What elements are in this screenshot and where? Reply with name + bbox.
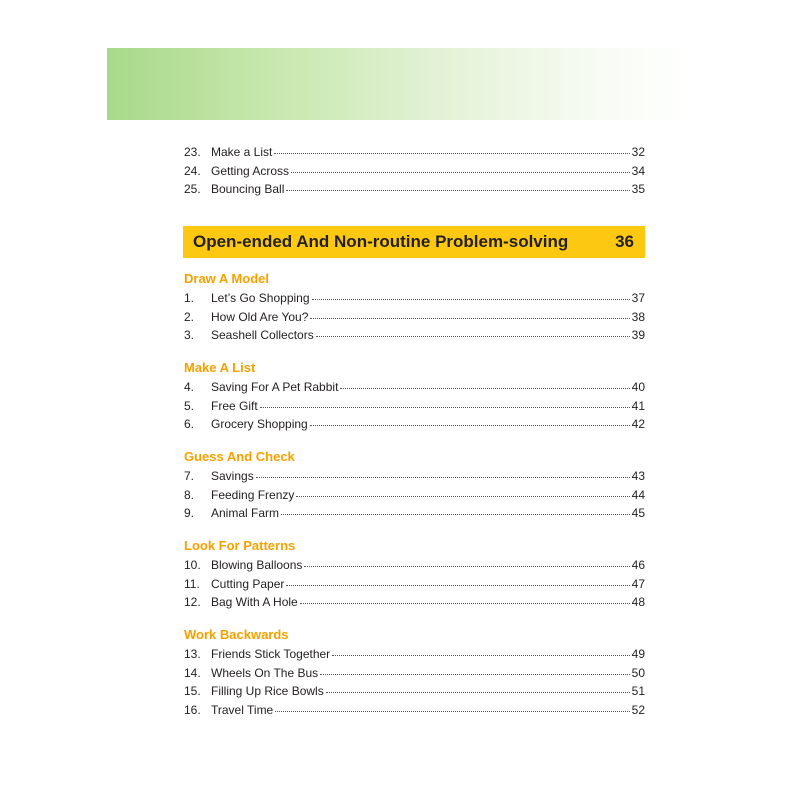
dot-leader: [286, 179, 629, 191]
toc-entry-number: 12.: [184, 595, 201, 610]
dot-leader: [312, 288, 630, 300]
toc-entry[interactable]: [184, 702, 645, 718]
toc-entry-number: 6.: [184, 417, 195, 432]
toc-entry-page: 42: [631, 417, 645, 432]
toc-entry-title: Let’s Go Shopping: [211, 291, 310, 305]
toc-entry-title: Bag With A Hole: [211, 595, 298, 610]
toc-entry-page: 44: [631, 487, 645, 502]
toc-entry-number: 13.: [184, 647, 201, 661]
toc-entry[interactable]: [184, 144, 645, 160]
toc-entry-number: 16.: [184, 703, 201, 718]
toc-entry[interactable]: [184, 327, 645, 343]
toc-entry-page: 32: [631, 145, 645, 159]
toc-entry-page: 51: [631, 684, 645, 699]
dot-leader: [340, 377, 629, 389]
dot-leader: [286, 574, 629, 586]
category-heading: Make A List: [184, 360, 256, 375]
toc-entry-number: 9.: [184, 506, 195, 521]
section-page-number: 36: [615, 232, 634, 251]
toc-entry-number: 14.: [184, 665, 201, 680]
toc-entry-page: 52: [631, 703, 645, 718]
toc-entry-number: 1.: [184, 291, 195, 305]
toc-entry-title: Seashell Collectors: [211, 328, 314, 343]
toc-entry[interactable]: [184, 416, 645, 432]
toc-entry-title: Feeding Frenzy: [211, 487, 295, 502]
category-heading: Work Backwards: [184, 627, 289, 642]
toc-entry-title: How Old Are You?: [211, 309, 309, 324]
toc-entry-title: Blowing Balloons: [211, 558, 303, 572]
dot-leader: [291, 161, 630, 173]
toc-entry-page: 41: [631, 398, 645, 413]
toc-entry-number: 23.: [184, 145, 201, 159]
toc-entry-title: Getting Across: [211, 164, 290, 178]
toc-entry[interactable]: [184, 309, 645, 325]
toc-entry-page: 38: [631, 309, 645, 324]
toc-entry[interactable]: [184, 683, 645, 699]
toc-entry-title: Savings: [211, 469, 254, 483]
toc-entry-number: 10.: [184, 558, 201, 572]
toc-entry-page: 47: [631, 576, 645, 591]
toc-entry-page: 50: [631, 665, 645, 680]
toc-entry-title: Free Gift: [211, 398, 258, 413]
toc-entry-number: 3.: [184, 328, 195, 343]
toc-entry[interactable]: [184, 557, 645, 573]
toc-entry-page: 37: [631, 291, 645, 305]
toc-entry[interactable]: [184, 290, 645, 306]
toc-entry-page: 35: [631, 182, 645, 196]
section-title-bar: [183, 226, 645, 258]
toc-entry-number: 15.: [184, 684, 201, 699]
category-heading: Draw A Model: [184, 271, 269, 286]
toc-entry-page: 45: [631, 506, 645, 521]
toc-entry-number: 2.: [184, 309, 195, 324]
toc-entry[interactable]: [184, 505, 645, 521]
toc-entry-page: 46: [631, 558, 645, 572]
toc-entry[interactable]: [184, 163, 645, 179]
toc-entry[interactable]: [184, 379, 645, 395]
toc-entry[interactable]: [184, 646, 645, 662]
dot-leader: [310, 414, 630, 426]
dot-leader: [320, 663, 629, 675]
toc-entry-title: Animal Farm: [211, 506, 280, 521]
category-heading: Look For Patterns: [184, 538, 296, 553]
toc-page: [107, 48, 692, 800]
toc-entry-title: Wheels On The Bus: [211, 665, 319, 680]
toc-entry-title: Saving For A Pet Rabbit: [211, 380, 339, 394]
toc-entry-page: 48: [631, 595, 645, 610]
toc-entry-title: Filling Up Rice Bowls: [211, 684, 324, 699]
toc-entry-title: Cutting Paper: [211, 576, 285, 591]
toc-entry-number: 25.: [184, 182, 201, 196]
toc-entry-number: 4.: [184, 380, 195, 394]
toc-entry-title: Travel Time: [211, 703, 274, 718]
header-band: [107, 48, 692, 120]
toc-entry-title: Make a List: [211, 145, 273, 159]
toc-entry[interactable]: [184, 468, 645, 484]
dot-leader: [304, 555, 629, 567]
dot-leader: [296, 485, 629, 497]
toc-entry-page: 49: [631, 647, 645, 661]
dot-leader: [260, 396, 630, 408]
toc-entry-title: Grocery Shopping: [211, 417, 308, 432]
dot-leader: [326, 681, 630, 693]
dot-leader: [310, 307, 629, 319]
dot-leader: [256, 466, 630, 478]
toc-entry[interactable]: [184, 181, 645, 197]
toc-entry-number: 24.: [184, 164, 201, 178]
toc-entry[interactable]: [184, 665, 645, 681]
dot-leader: [300, 592, 630, 604]
toc-entry-number: 7.: [184, 469, 195, 483]
toc-entry[interactable]: [184, 576, 645, 592]
toc-entry-number: 5.: [184, 398, 195, 413]
toc-entry-page: 34: [631, 164, 645, 178]
dot-leader: [316, 325, 630, 337]
toc-entry[interactable]: [184, 487, 645, 503]
dot-leader: [274, 142, 629, 154]
toc-entry-page: 43: [631, 469, 645, 483]
toc-entry-number: 11.: [184, 576, 200, 591]
toc-entry-number: 8.: [184, 487, 195, 502]
section-title: Open-ended And Non-routine Problem-solving: [193, 232, 569, 251]
category-heading: Guess And Check: [184, 449, 295, 464]
toc-entry[interactable]: [184, 594, 645, 610]
dot-leader: [275, 700, 629, 712]
toc-entry-page: 40: [631, 380, 645, 394]
toc-entry-page: 39: [631, 328, 645, 343]
toc-entry-title: Bouncing Ball: [211, 182, 285, 196]
toc-entry-title: Friends Stick Together: [211, 647, 331, 661]
toc-entry[interactable]: [184, 398, 645, 414]
dot-leader: [332, 644, 629, 656]
dot-leader: [281, 503, 630, 515]
